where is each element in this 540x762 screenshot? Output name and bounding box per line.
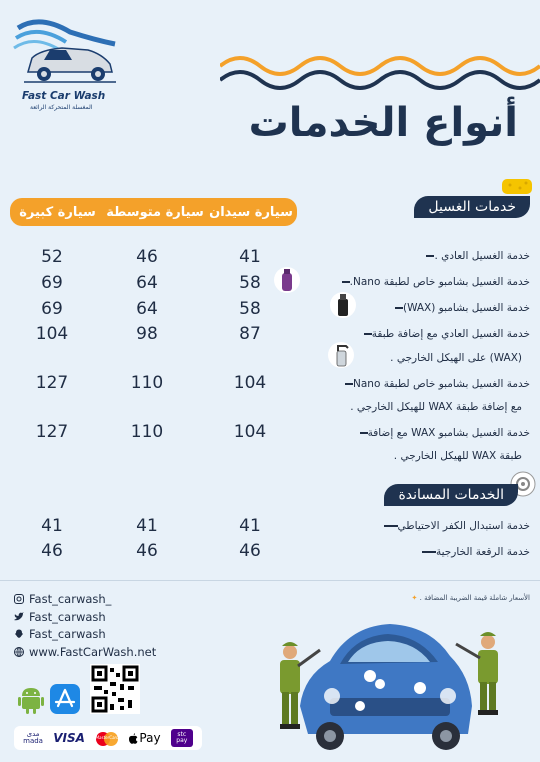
- brand-logo: [10, 14, 120, 111]
- price-medium: 64: [136, 273, 158, 293]
- android-icon[interactable]: [18, 684, 44, 714]
- price-sedan: 58: [239, 273, 261, 293]
- wash-service-row: خدمة الغسيل بشامبو WAX مع إضافة: [355, 427, 530, 439]
- wash-section-heading: خدمات الغسيل: [414, 196, 530, 218]
- price-large: 52: [41, 247, 63, 267]
- price-sedan: 58: [239, 299, 261, 319]
- col-head-large: سيارة كبيرة: [10, 198, 105, 226]
- apple-pay-logo-icon: Pay: [129, 731, 160, 745]
- support-service-row: خدمة الرقعة الخارجية: [417, 546, 530, 558]
- price-large: 69: [41, 273, 63, 293]
- instagram-link[interactable]: Fast_carwash_: [14, 592, 111, 606]
- wash-service-row: خدمة الغسيل بشامبو (WAX): [390, 302, 530, 314]
- stc-pay-logo-icon: stc pay: [171, 729, 193, 747]
- price-large: 69: [41, 299, 63, 319]
- price-medium: 41: [136, 516, 158, 536]
- price-medium: 46: [136, 541, 158, 561]
- support-section-heading: الخدمات المساندة: [384, 484, 518, 506]
- price-sedan: 104: [233, 422, 267, 442]
- wash-service-row: خدمة الغسيل العادي مع إضافة طبقة: [359, 328, 530, 340]
- sponge-icon: [500, 176, 534, 196]
- price-large: 41: [41, 516, 63, 536]
- col-head-medium: سيارة متوسطة: [105, 198, 205, 226]
- col-head-sedan: سيارة سيدان: [205, 198, 297, 226]
- wash-service-row-continued: طبقة WAX للهيكل الخارجي .: [393, 450, 522, 462]
- price-sedan: 87: [239, 324, 261, 344]
- car-wash-illustration: [260, 606, 538, 756]
- price-sedan: 41: [239, 516, 261, 536]
- wax-bottle-icon: [330, 290, 356, 320]
- mastercard-logo-icon: MasterCard: [95, 731, 119, 745]
- price-medium: 110: [130, 422, 164, 442]
- car-wash-logo-icon: [10, 14, 120, 90]
- instagram-icon: [14, 594, 24, 604]
- wash-service-row: خدمة الغسيل بشامبو خاص لطبقة Nano.: [337, 276, 530, 288]
- price-large: 127: [35, 422, 69, 442]
- support-service-row: خدمة استبدال الكفر الاحتياطي: [379, 520, 530, 532]
- website-link[interactable]: www.FastCarWash.net: [14, 645, 156, 659]
- footer-divider: [0, 580, 540, 581]
- visa-logo-icon: VISA: [53, 731, 85, 745]
- price-medium: 46: [136, 247, 158, 267]
- snapchat-icon: [14, 629, 24, 639]
- apple-icon: [129, 733, 138, 744]
- price-large: 46: [41, 541, 63, 561]
- price-large: 104: [35, 324, 69, 344]
- brand-name: Fast Car Wash: [22, 90, 106, 102]
- app-store-icon[interactable]: [50, 684, 80, 714]
- wash-service-row-continued: (WAX) على الهيكل الخارجي .: [390, 352, 522, 364]
- price-medium: 110: [130, 373, 164, 393]
- wash-service-row: خدمة الغسيل العادي .: [421, 250, 530, 262]
- qr-code-icon[interactable]: [90, 664, 140, 714]
- price-large: 127: [35, 373, 69, 393]
- tax-note: الأسعار شاملة قيمة الضريبة المضافة . ✦: [411, 594, 530, 602]
- price-medium: 98: [136, 324, 158, 344]
- payment-methods: [14, 726, 202, 750]
- brand-tagline: المغسلة المتحركة الرائعة: [30, 104, 93, 111]
- price-sedan: 41: [239, 247, 261, 267]
- price-medium: 64: [136, 299, 158, 319]
- wash-service-row-continued: مع إضافة طبقة WAX للهيكل الخارجي .: [350, 401, 522, 413]
- price-sedan: 104: [233, 373, 267, 393]
- globe-icon: [14, 647, 24, 657]
- page-title: أنواع الخدمات: [248, 100, 518, 146]
- twitter-link[interactable]: Fast_carwash: [14, 610, 106, 624]
- mada-logo-icon: مدى mada: [23, 730, 43, 745]
- wave-decoration: [220, 40, 540, 100]
- spray-bottle-icon: [328, 340, 354, 370]
- snapchat-link[interactable]: Fast_carwash: [14, 627, 106, 641]
- wash-service-row: خدمة الغسيل بشامبو خاص لطبقة Nano: [340, 378, 530, 390]
- twitter-icon: [14, 612, 24, 622]
- price-sedan: 46: [239, 541, 261, 561]
